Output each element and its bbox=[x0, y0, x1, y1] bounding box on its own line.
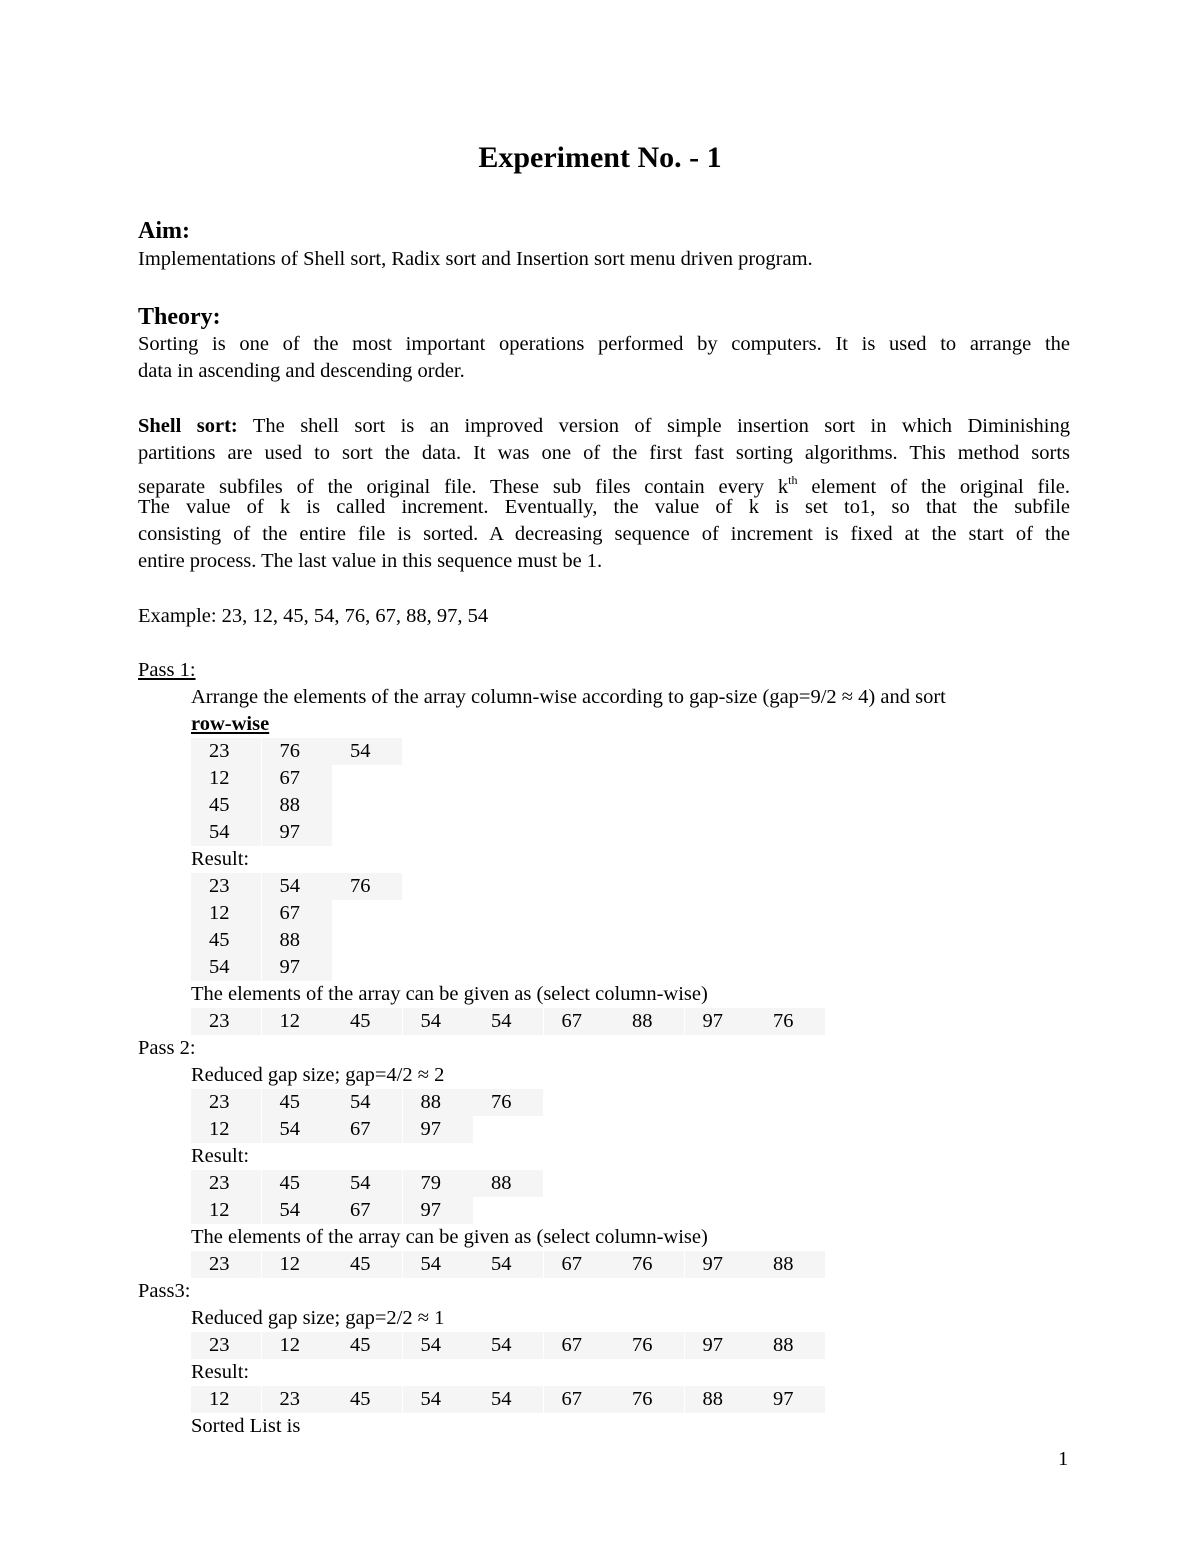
number-cell: 54 bbox=[332, 1089, 402, 1116]
theory-paragraph bbox=[138, 331, 1070, 385]
number-cell: 88 bbox=[685, 1386, 755, 1413]
number-row bbox=[191, 927, 332, 954]
number-cell: 97 bbox=[403, 1197, 473, 1224]
number-cell: 23 bbox=[191, 1170, 261, 1197]
pass3-label: Pass3: bbox=[138, 1280, 191, 1302]
number-row bbox=[191, 1197, 473, 1224]
number-row bbox=[191, 954, 332, 981]
shell-text: The shell sort is an improved version of simple insertion sort in which Diminishing bbox=[252, 415, 1071, 437]
number-cell: 12 bbox=[191, 765, 261, 792]
number-cell: 76 bbox=[755, 1008, 825, 1035]
number-row bbox=[191, 765, 332, 792]
number-cell: 54 bbox=[262, 873, 332, 900]
number-cell: 97 bbox=[685, 1332, 755, 1359]
pass3-result-label: Result: bbox=[191, 1361, 250, 1383]
page-title: Experiment No. - 1 bbox=[478, 141, 722, 174]
number-cell: 23 bbox=[191, 873, 261, 900]
number-row bbox=[191, 1251, 826, 1278]
theory-line: data in ascending and descending order. bbox=[138, 360, 465, 382]
number-cell: 97 bbox=[685, 1008, 755, 1035]
shell-line-4: The value of k is called increment. Eventually, the value of k is set to1, so that the subfile bbox=[138, 496, 1070, 518]
number-cell: 76 bbox=[614, 1332, 684, 1359]
number-cell: 12 bbox=[262, 1332, 332, 1359]
number-cell: 76 bbox=[262, 738, 332, 765]
number-cell: 45 bbox=[191, 792, 261, 819]
number-cell: 12 bbox=[191, 1116, 261, 1143]
number-cell: 54 bbox=[332, 1170, 402, 1197]
number-cell: 88 bbox=[262, 792, 332, 819]
number-cell: 97 bbox=[403, 1116, 473, 1143]
number-cell: 97 bbox=[262, 819, 332, 846]
number-cell: 12 bbox=[191, 900, 261, 927]
pass1-description-rowwise: row-wise bbox=[191, 713, 270, 735]
number-cell: 88 bbox=[755, 1251, 825, 1278]
theory-heading: Theory: bbox=[138, 304, 221, 330]
number-cell: 76 bbox=[332, 873, 402, 900]
number-cell: 67 bbox=[332, 1116, 402, 1143]
number-row bbox=[191, 738, 403, 765]
number-cell: 45 bbox=[332, 1332, 402, 1359]
shell-line-1 bbox=[138, 413, 1070, 440]
number-cell: 54 bbox=[473, 1008, 543, 1035]
number-cell: 54 bbox=[403, 1386, 473, 1413]
number-cell: 67 bbox=[262, 900, 332, 927]
number-cell: 54 bbox=[403, 1332, 473, 1359]
pass1-description: Arrange the elements of the array column-wise according to gap-size (gap=9/2 ≈ 4) and sort bbox=[191, 686, 946, 708]
number-cell: 88 bbox=[614, 1008, 684, 1035]
number-cell: 45 bbox=[332, 1008, 402, 1035]
number-cell: 67 bbox=[544, 1386, 614, 1413]
number-row bbox=[191, 1116, 473, 1143]
pass2-description: Reduced gap size; gap=4/2 ≈ 2 bbox=[191, 1064, 445, 1086]
number-cell: 54 bbox=[403, 1251, 473, 1278]
number-cell: 76 bbox=[473, 1089, 543, 1116]
number-cell: 23 bbox=[191, 1008, 261, 1035]
shell-line-2: partitions are used to sort the data. It was one of the first fast sorting algorithms. This method sorts bbox=[138, 442, 1070, 464]
number-cell: 79 bbox=[403, 1170, 473, 1197]
number-cell: 97 bbox=[685, 1251, 755, 1278]
number-cell: 67 bbox=[262, 765, 332, 792]
number-cell: 23 bbox=[191, 738, 261, 765]
number-cell: 97 bbox=[262, 954, 332, 981]
number-row bbox=[191, 792, 332, 819]
number-row bbox=[191, 1089, 544, 1116]
sorted-list-label: Sorted List is bbox=[191, 1415, 301, 1437]
number-cell: 54 bbox=[403, 1008, 473, 1035]
shell-text: element of the original file. bbox=[797, 476, 1070, 498]
shell-line-6: entire process. The last value in this sequence must be 1. bbox=[138, 550, 603, 572]
pass2-elements-label: The elements of the array can be given as (select column-wise) bbox=[191, 1226, 708, 1248]
number-row bbox=[191, 900, 332, 927]
number-cell: 88 bbox=[755, 1332, 825, 1359]
number-row bbox=[191, 873, 403, 900]
number-row bbox=[191, 1386, 826, 1413]
number-row bbox=[191, 1170, 544, 1197]
number-cell: 45 bbox=[191, 927, 261, 954]
shell-sort-paragraph bbox=[138, 413, 1070, 575]
number-cell: 67 bbox=[544, 1008, 614, 1035]
number-cell: 67 bbox=[544, 1332, 614, 1359]
number-cell: 23 bbox=[191, 1251, 261, 1278]
page-number: 1 bbox=[1058, 1448, 1069, 1470]
number-row bbox=[191, 1008, 826, 1035]
number-cell: 54 bbox=[332, 738, 402, 765]
number-cell: 12 bbox=[262, 1008, 332, 1035]
number-cell: 54 bbox=[262, 1197, 332, 1224]
number-cell: 54 bbox=[262, 1116, 332, 1143]
pass1-result-label: Result: bbox=[191, 848, 250, 870]
number-cell: 45 bbox=[332, 1251, 402, 1278]
number-cell: 67 bbox=[544, 1251, 614, 1278]
shell-sort-label: Shell sort: bbox=[138, 415, 238, 437]
number-cell: 88 bbox=[473, 1170, 543, 1197]
aim-heading: Aim: bbox=[138, 218, 190, 244]
number-cell: 23 bbox=[191, 1089, 261, 1116]
pass1-label: Pass 1: bbox=[138, 659, 196, 681]
number-row bbox=[191, 819, 332, 846]
number-cell: 12 bbox=[191, 1197, 261, 1224]
number-cell: 23 bbox=[191, 1332, 261, 1359]
number-cell: 23 bbox=[262, 1386, 332, 1413]
number-cell: 12 bbox=[262, 1251, 332, 1278]
aim-text: Implementations of Shell sort, Radix sort and Insertion sort menu driven program. bbox=[138, 248, 813, 270]
number-cell: 54 bbox=[473, 1332, 543, 1359]
number-cell: 12 bbox=[191, 1386, 261, 1413]
number-cell: 97 bbox=[755, 1386, 825, 1413]
shell-text: separate subfiles of the original file. These sub files contain every k bbox=[138, 476, 789, 498]
number-cell: 54 bbox=[191, 954, 261, 981]
pass3-description: Reduced gap size; gap=2/2 ≈ 1 bbox=[191, 1307, 445, 1329]
number-cell: 88 bbox=[403, 1089, 473, 1116]
number-cell: 76 bbox=[614, 1251, 684, 1278]
pass2-result-label: Result: bbox=[191, 1145, 250, 1167]
number-row bbox=[191, 1332, 826, 1359]
number-cell: 45 bbox=[262, 1170, 332, 1197]
shell-line-5: consisting of the entire file is sorted. A decreasing sequence of increment is fixed at the start of the bbox=[138, 523, 1070, 545]
number-cell: 45 bbox=[262, 1089, 332, 1116]
number-cell: 54 bbox=[473, 1386, 543, 1413]
number-cell: 54 bbox=[191, 819, 261, 846]
number-cell: 54 bbox=[473, 1251, 543, 1278]
shell-line-3 bbox=[138, 467, 1070, 498]
number-cell: 76 bbox=[614, 1386, 684, 1413]
number-cell: 88 bbox=[262, 927, 332, 954]
example-line: Example: 23, 12, 45, 54, 76, 67, 88, 97, 54 bbox=[138, 605, 489, 627]
pass2-label: Pass 2: bbox=[138, 1037, 196, 1059]
number-cell: 67 bbox=[332, 1197, 402, 1224]
pass1-elements-label: The elements of the array can be given as (select column-wise) bbox=[191, 983, 708, 1005]
theory-line: Sorting is one of the most important operations performed by computers. It is used to arrange the bbox=[138, 333, 1070, 355]
number-cell: 45 bbox=[332, 1386, 402, 1413]
superscript: th bbox=[788, 473, 798, 487]
